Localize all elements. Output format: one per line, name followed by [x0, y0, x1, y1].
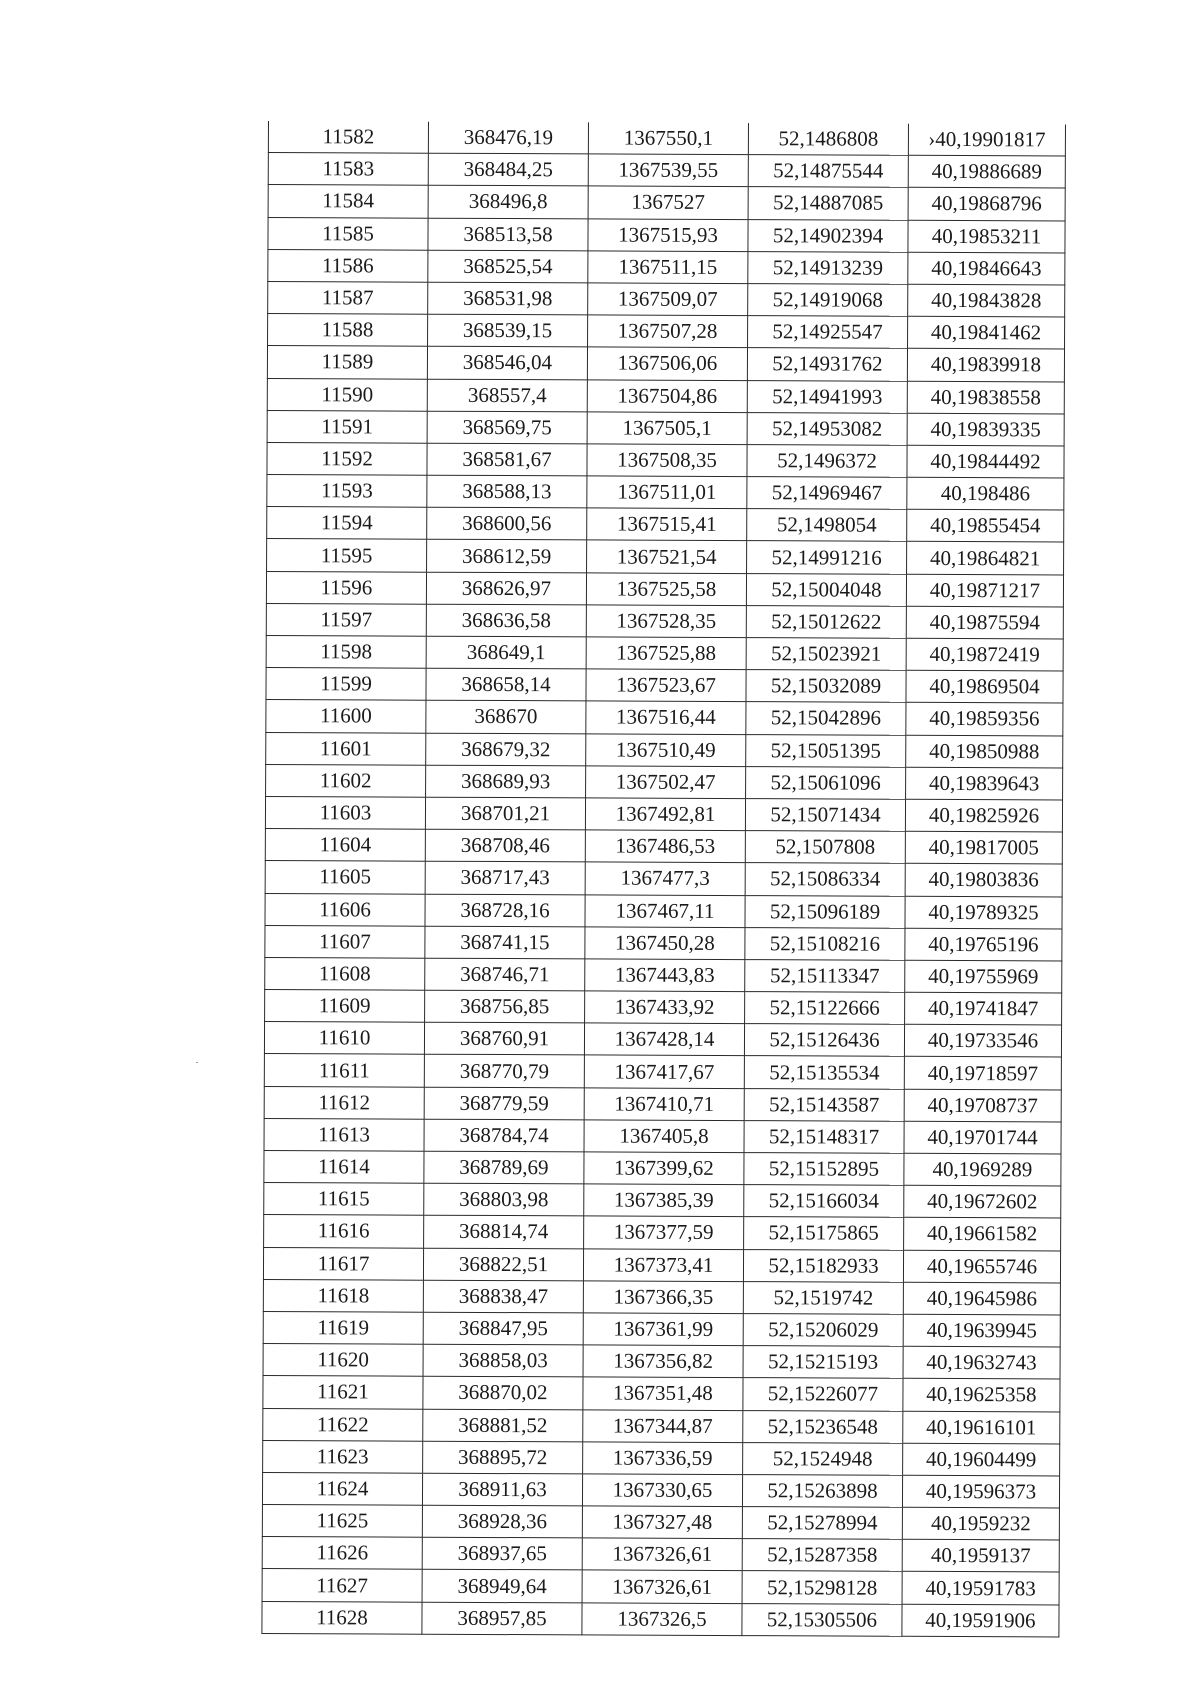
latitude-cell: 52,15061096: [746, 766, 906, 799]
x-coordinate-cell: 368484,25: [428, 153, 588, 186]
table-row: [263, 1376, 1060, 1412]
latitude-cell: 52,14953082: [747, 412, 907, 445]
x-coordinate-cell: 368928,36: [422, 1505, 582, 1538]
y-coordinate-cell: 1367486,53: [585, 830, 745, 863]
latitude-cell: 52,15126436: [744, 1024, 904, 1057]
longitude-cell: 40,19839918: [907, 349, 1064, 382]
table-row: [262, 1569, 1059, 1605]
longitude-cell: 40,19596373: [902, 1475, 1059, 1508]
table-row: [266, 700, 1063, 736]
y-coordinate-cell: 1367511,15: [588, 251, 748, 284]
longitude-cell: 40,19875594: [906, 606, 1063, 639]
point-number-cell: 11618: [263, 1279, 423, 1312]
table-row: [265, 861, 1062, 897]
y-coordinate-cell: 1367326,61: [582, 1570, 742, 1603]
latitude-cell: 52,15096189: [745, 895, 905, 928]
y-coordinate-cell: 1367351,48: [583, 1377, 743, 1410]
x-coordinate-cell: 368496,8: [428, 186, 588, 219]
y-coordinate-cell: 1367417,67: [584, 1055, 744, 1088]
x-coordinate-cell: 368689,93: [426, 765, 586, 798]
y-coordinate-cell: 1367550,1: [588, 122, 748, 154]
latitude-cell: 52,1519742: [743, 1281, 903, 1314]
y-coordinate-cell: 1367521,54: [587, 540, 747, 573]
latitude-cell: 52,15298128: [742, 1571, 902, 1604]
longitude-cell: 40,19591906: [902, 1604, 1059, 1637]
x-coordinate-cell: 368789,69: [424, 1151, 584, 1184]
table-row: [266, 571, 1063, 607]
latitude-cell: 52,14969467: [747, 477, 907, 510]
point-number-cell: 11595: [267, 539, 427, 572]
y-coordinate-cell: 1367515,41: [587, 508, 747, 541]
table-row: [265, 990, 1062, 1026]
y-coordinate-cell: 1367373,41: [583, 1248, 743, 1281]
latitude-cell: 52,15236548: [743, 1410, 903, 1443]
latitude-cell: 52,15012622: [746, 605, 906, 638]
latitude-cell: 52,14887085: [748, 187, 908, 220]
longitude-cell: 40,19645986: [903, 1282, 1060, 1315]
table-row: [267, 410, 1064, 446]
longitude-cell: 40,19718597: [904, 1057, 1061, 1090]
x-coordinate-cell: 368814,74: [424, 1216, 584, 1249]
x-coordinate-cell: 368870,02: [423, 1377, 583, 1410]
point-number-cell: 11586: [268, 249, 428, 282]
longitude-cell: 40,19871217: [906, 574, 1063, 607]
x-coordinate-cell: 368858,03: [423, 1344, 583, 1377]
point-number-cell: 11607: [265, 925, 425, 958]
y-coordinate-cell: 1367428,14: [584, 1023, 744, 1056]
table-row: [266, 732, 1063, 768]
latitude-cell: 52,15086334: [745, 863, 905, 896]
point-number-cell: 11585: [268, 217, 428, 250]
longitude-cell: 40,19872419: [906, 638, 1063, 671]
point-number-cell: 11598: [266, 635, 426, 668]
table-row: [268, 153, 1065, 189]
point-number-cell: 11628: [262, 1601, 422, 1634]
longitude-cell: 40,19672602: [904, 1185, 1061, 1218]
longitude-cell: 40,19741847: [905, 992, 1062, 1025]
x-coordinate-cell: 368847,95: [423, 1312, 583, 1345]
point-number-cell: 11613: [264, 1118, 424, 1151]
point-number-cell: 11582: [268, 121, 428, 153]
y-coordinate-cell: 1367326,61: [582, 1538, 742, 1571]
longitude-cell: 40,19701744: [904, 1121, 1061, 1154]
longitude-cell: 40,19604499: [903, 1443, 1060, 1476]
table-row: [264, 1183, 1061, 1219]
point-number-cell: 11587: [268, 281, 428, 314]
table-row: [265, 925, 1062, 961]
table-row: [266, 668, 1063, 704]
x-coordinate-cell: 368701,21: [425, 797, 585, 830]
y-coordinate-cell: 1367523,67: [586, 669, 746, 702]
y-coordinate-cell: 1367399,62: [584, 1152, 744, 1185]
point-number-cell: 11609: [265, 990, 425, 1023]
longitude-cell: 40,19655746: [903, 1250, 1060, 1283]
table-row: [262, 1472, 1059, 1508]
table-row: [267, 475, 1064, 511]
x-coordinate-cell: 368708,46: [425, 829, 585, 862]
y-coordinate-cell: 1367326,5: [582, 1603, 742, 1636]
longitude-cell: 40,19839335: [907, 413, 1064, 446]
longitude-cell: 40,19616101: [903, 1411, 1060, 1444]
latitude-cell: 52,14991216: [747, 541, 907, 574]
table-row: [265, 796, 1062, 832]
x-coordinate-cell: 368626,97: [426, 572, 586, 605]
longitude-cell: 40,1969289: [904, 1153, 1061, 1186]
y-coordinate-cell: 1367506,06: [587, 347, 747, 380]
y-coordinate-cell: 1367511,01: [587, 476, 747, 509]
point-number-cell: 11584: [268, 185, 428, 218]
longitude-cell: 40,19844492: [907, 445, 1064, 478]
y-coordinate-cell: 1367433,92: [585, 991, 745, 1024]
latitude-cell: 52,15004048: [746, 573, 906, 606]
point-number-cell: 11614: [264, 1150, 424, 1183]
x-coordinate-cell: 368895,72: [423, 1441, 583, 1474]
y-coordinate-cell: 1367504,86: [587, 379, 747, 412]
longitude-cell: 40,19639945: [903, 1314, 1060, 1347]
point-number-cell: 11597: [266, 603, 426, 636]
latitude-cell: 52,14902394: [748, 219, 908, 252]
table-row: [266, 635, 1063, 671]
longitude-cell: 40,19632743: [903, 1346, 1060, 1379]
point-number-cell: 11611: [264, 1054, 424, 1087]
y-coordinate-cell: 1367515,93: [588, 218, 748, 251]
x-coordinate-cell: 368770,79: [424, 1055, 584, 1088]
latitude-cell: 52,1498054: [747, 509, 907, 542]
point-number-cell: 11599: [266, 668, 426, 701]
table-row: [267, 539, 1064, 575]
latitude-cell: 52,15042896: [746, 702, 906, 735]
scan-speck: [196, 1062, 198, 1063]
table-row: [262, 1505, 1059, 1541]
latitude-cell: 52,15175865: [744, 1217, 904, 1250]
x-coordinate-cell: 368581,67: [427, 443, 587, 476]
table-row: [265, 893, 1062, 929]
point-number-cell: 11593: [267, 475, 427, 508]
point-number-cell: 11600: [266, 700, 426, 733]
y-coordinate-cell: 1367450,28: [585, 927, 745, 960]
table-row: [267, 378, 1064, 414]
y-coordinate-cell: 1367366,35: [583, 1281, 743, 1314]
point-number-cell: 11588: [268, 314, 428, 347]
table-row: [262, 1537, 1059, 1573]
y-coordinate-cell: 1367405,8: [584, 1120, 744, 1153]
x-coordinate-cell: 368741,15: [425, 926, 585, 959]
point-number-cell: 11612: [264, 1086, 424, 1119]
point-number-cell: 11608: [265, 957, 425, 990]
longitude-cell: 40,19591783: [902, 1572, 1059, 1605]
x-coordinate-cell: 368531,98: [428, 282, 588, 315]
table-row: [264, 1086, 1061, 1122]
y-coordinate-cell: 1367502,47: [586, 766, 746, 799]
latitude-cell: 52,15108216: [745, 927, 905, 960]
y-coordinate-cell: 1367385,39: [584, 1184, 744, 1217]
latitude-cell: 52,15287358: [742, 1539, 902, 1572]
point-number-cell: 11603: [265, 796, 425, 829]
point-number-cell: 11583: [268, 153, 428, 186]
point-number-cell: 11617: [263, 1247, 423, 1280]
point-number-cell: 11621: [263, 1376, 423, 1409]
y-coordinate-cell: 1367528,35: [586, 605, 746, 638]
table-row: [262, 1601, 1059, 1637]
longitude-cell: 40,19868796: [908, 188, 1065, 221]
table-row: [265, 957, 1062, 993]
latitude-cell: 52,15135534: [744, 1056, 904, 1089]
table-row: [266, 603, 1063, 639]
x-coordinate-cell: 368569,75: [427, 411, 587, 444]
table-row: [263, 1344, 1060, 1380]
y-coordinate-cell: 1367539,55: [588, 154, 748, 187]
latitude-cell: 52,15263898: [742, 1474, 902, 1507]
longitude-cell: 40,19864821: [907, 542, 1064, 575]
table-row: [268, 185, 1065, 221]
longitude-cell: 40,19886689: [908, 155, 1065, 188]
y-coordinate-cell: 1367344,87: [583, 1409, 743, 1442]
x-coordinate-cell: 368546,04: [427, 347, 587, 380]
longitude-cell: ›40,19901817: [908, 124, 1065, 156]
latitude-cell: 52,15148317: [744, 1120, 904, 1153]
x-coordinate-cell: 368779,59: [424, 1087, 584, 1120]
point-number-cell: 11589: [267, 346, 427, 379]
latitude-cell: 52,1507808: [745, 831, 905, 864]
longitude-cell: 40,19755969: [905, 960, 1062, 993]
latitude-cell: 52,1486808: [748, 123, 908, 155]
latitude-cell: 52,15206029: [743, 1314, 903, 1347]
y-coordinate-cell: 1367327,48: [582, 1506, 742, 1539]
coordinates-table: [261, 121, 1066, 1637]
latitude-cell: 52,15305506: [742, 1603, 902, 1636]
point-number-cell: 11594: [267, 507, 427, 540]
latitude-cell: 52,15215193: [743, 1346, 903, 1379]
y-coordinate-cell: 1367527: [588, 186, 748, 219]
y-coordinate-cell: 1367508,35: [587, 444, 747, 477]
latitude-cell: 52,15152895: [744, 1153, 904, 1186]
table-row: [267, 507, 1064, 543]
longitude-cell: 40,19846643: [908, 252, 1065, 285]
longitude-cell: 40,19789325: [905, 896, 1062, 929]
point-number-cell: 11591: [267, 410, 427, 443]
table-row: [264, 1118, 1061, 1154]
point-number-cell: 11596: [266, 571, 426, 604]
x-coordinate-cell: 368612,59: [427, 540, 587, 573]
longitude-cell: 40,19843828: [908, 284, 1065, 317]
table-row: [267, 346, 1064, 382]
point-number-cell: 11605: [265, 861, 425, 894]
table-row: [268, 249, 1065, 285]
table-row: [264, 1215, 1061, 1251]
latitude-cell: 52,14925547: [748, 316, 908, 349]
x-coordinate-cell: 368838,47: [423, 1280, 583, 1313]
table-row: [264, 1054, 1061, 1090]
longitude-cell: 40,19765196: [905, 928, 1062, 961]
table-row: [266, 764, 1063, 800]
longitude-cell: 40,19855454: [907, 510, 1064, 543]
point-number-cell: 11627: [262, 1569, 422, 1602]
latitude-cell: 52,15226077: [743, 1378, 903, 1411]
latitude-cell: 52,14913239: [748, 251, 908, 284]
latitude-cell: 52,15113347: [745, 959, 905, 992]
point-number-cell: 11610: [264, 1022, 424, 1055]
x-coordinate-cell: 368476,19: [428, 122, 588, 154]
latitude-cell: 52,15143587: [744, 1088, 904, 1121]
longitude-cell: 40,19841462: [908, 316, 1065, 349]
y-coordinate-cell: 1367410,71: [584, 1088, 744, 1121]
x-coordinate-cell: 368760,91: [424, 1022, 584, 1055]
x-coordinate-cell: 368937,65: [422, 1537, 582, 1570]
longitude-cell: 40,19850988: [906, 735, 1063, 768]
latitude-cell: 52,15032089: [746, 670, 906, 703]
x-coordinate-cell: 368658,14: [426, 668, 586, 701]
x-coordinate-cell: 368636,58: [426, 604, 586, 637]
latitude-cell: 52,14875544: [748, 155, 908, 188]
y-coordinate-cell: 1367336,59: [583, 1442, 743, 1475]
latitude-cell: 52,15051395: [746, 734, 906, 767]
x-coordinate-cell: 368539,15: [428, 314, 588, 347]
y-coordinate-cell: 1367443,83: [585, 959, 745, 992]
y-coordinate-cell: 1367377,59: [584, 1216, 744, 1249]
longitude-cell: 40,19817005: [905, 831, 1062, 864]
latitude-cell: 52,15023921: [746, 638, 906, 671]
table-row: [268, 314, 1065, 350]
latitude-cell: 52,1496372: [747, 444, 907, 477]
point-number-cell: 11590: [267, 378, 427, 411]
latitude-cell: 52,15278994: [742, 1507, 902, 1540]
point-number-cell: 11615: [264, 1183, 424, 1216]
longitude-cell: 40,19839643: [906, 767, 1063, 800]
x-coordinate-cell: 368717,43: [425, 862, 585, 895]
x-coordinate-cell: 368670: [426, 701, 586, 734]
longitude-cell: 40,19733546: [904, 1025, 1061, 1058]
latitude-cell: 52,15166034: [744, 1185, 904, 1218]
point-number-cell: 11602: [266, 764, 426, 797]
y-coordinate-cell: 1367330,65: [582, 1474, 742, 1507]
point-number-cell: 11624: [262, 1472, 422, 1505]
latitude-cell: 52,1524948: [743, 1442, 903, 1475]
point-number-cell: 11616: [264, 1215, 424, 1248]
latitude-cell: 52,15071434: [745, 799, 905, 832]
x-coordinate-cell: 368803,98: [424, 1183, 584, 1216]
latitude-cell: 52,15122666: [745, 992, 905, 1025]
x-coordinate-cell: 368588,13: [427, 475, 587, 508]
point-number-cell: 11601: [266, 732, 426, 765]
x-coordinate-cell: 368525,54: [428, 250, 588, 283]
y-coordinate-cell: 1367507,28: [588, 315, 748, 348]
x-coordinate-cell: 368784,74: [424, 1119, 584, 1152]
longitude-cell: 40,19625358: [903, 1379, 1060, 1412]
x-coordinate-cell: 368957,85: [422, 1602, 582, 1635]
table-row: [265, 829, 1062, 865]
point-number-cell: 11619: [263, 1311, 423, 1344]
y-coordinate-cell: 1367467,11: [585, 894, 745, 927]
longitude-cell: 40,19825926: [905, 799, 1062, 832]
point-number-cell: 11626: [262, 1537, 422, 1570]
table-row: [268, 281, 1065, 317]
y-coordinate-cell: 1367525,58: [586, 573, 746, 606]
x-coordinate-cell: 368557,4: [427, 379, 587, 412]
point-number-cell: 11620: [263, 1344, 423, 1377]
longitude-cell: 40,19838558: [907, 381, 1064, 414]
table-row: [267, 442, 1064, 478]
longitude-cell: 40,1959232: [902, 1507, 1059, 1540]
point-number-cell: 11592: [267, 442, 427, 475]
x-coordinate-cell: 368746,71: [425, 958, 585, 991]
longitude-cell: 40,19661582: [904, 1218, 1061, 1251]
longitude-cell: 40,19869504: [906, 670, 1063, 703]
point-number-cell: 11623: [263, 1440, 423, 1473]
y-coordinate-cell: 1367477,3: [585, 862, 745, 895]
y-coordinate-cell: 1367361,99: [583, 1313, 743, 1346]
longitude-cell: 40,19803836: [905, 864, 1062, 897]
table-row: [263, 1311, 1060, 1347]
x-coordinate-cell: 368600,56: [427, 507, 587, 540]
point-number-cell: 11622: [263, 1408, 423, 1441]
latitude-cell: 52,14931762: [747, 348, 907, 381]
table-row: [263, 1279, 1060, 1315]
x-coordinate-cell: 368911,63: [422, 1473, 582, 1506]
table-row: [268, 217, 1065, 253]
longitude-cell: 40,19859356: [906, 703, 1063, 736]
x-coordinate-cell: 368949,64: [422, 1570, 582, 1603]
y-coordinate-cell: 1367510,49: [586, 733, 746, 766]
x-coordinate-cell: 368822,51: [423, 1248, 583, 1281]
table-row: [263, 1408, 1060, 1444]
table-row: [268, 121, 1065, 156]
y-coordinate-cell: 1367492,81: [585, 798, 745, 831]
y-coordinate-cell: 1367525,88: [586, 637, 746, 670]
y-coordinate-cell: 1367516,44: [586, 701, 746, 734]
coordinates-table-body: [262, 121, 1066, 1637]
longitude-cell: 40,19853211: [908, 220, 1065, 253]
latitude-cell: 52,14941993: [747, 380, 907, 413]
longitude-cell: 40,1959137: [902, 1540, 1059, 1573]
y-coordinate-cell: 1367505,1: [587, 412, 747, 445]
x-coordinate-cell: 368513,58: [428, 218, 588, 251]
y-coordinate-cell: 1367509,07: [588, 283, 748, 316]
table-row: [264, 1022, 1061, 1058]
point-number-cell: 11604: [265, 829, 425, 862]
table-row: [263, 1440, 1060, 1476]
point-number-cell: 11625: [262, 1505, 422, 1538]
longitude-cell: 40,198486: [907, 477, 1064, 510]
x-coordinate-cell: 368679,32: [426, 733, 586, 766]
x-coordinate-cell: 368756,85: [425, 990, 585, 1023]
longitude-cell: 40,19708737: [904, 1089, 1061, 1122]
table-row: [264, 1150, 1061, 1186]
table-row: [263, 1247, 1060, 1283]
x-coordinate-cell: 368728,16: [425, 894, 585, 927]
x-coordinate-cell: 368649,1: [426, 636, 586, 669]
latitude-cell: 52,15182933: [743, 1249, 903, 1282]
y-coordinate-cell: 1367356,82: [583, 1345, 743, 1378]
x-coordinate-cell: 368881,52: [423, 1409, 583, 1442]
point-number-cell: 11606: [265, 893, 425, 926]
latitude-cell: 52,14919068: [748, 284, 908, 317]
